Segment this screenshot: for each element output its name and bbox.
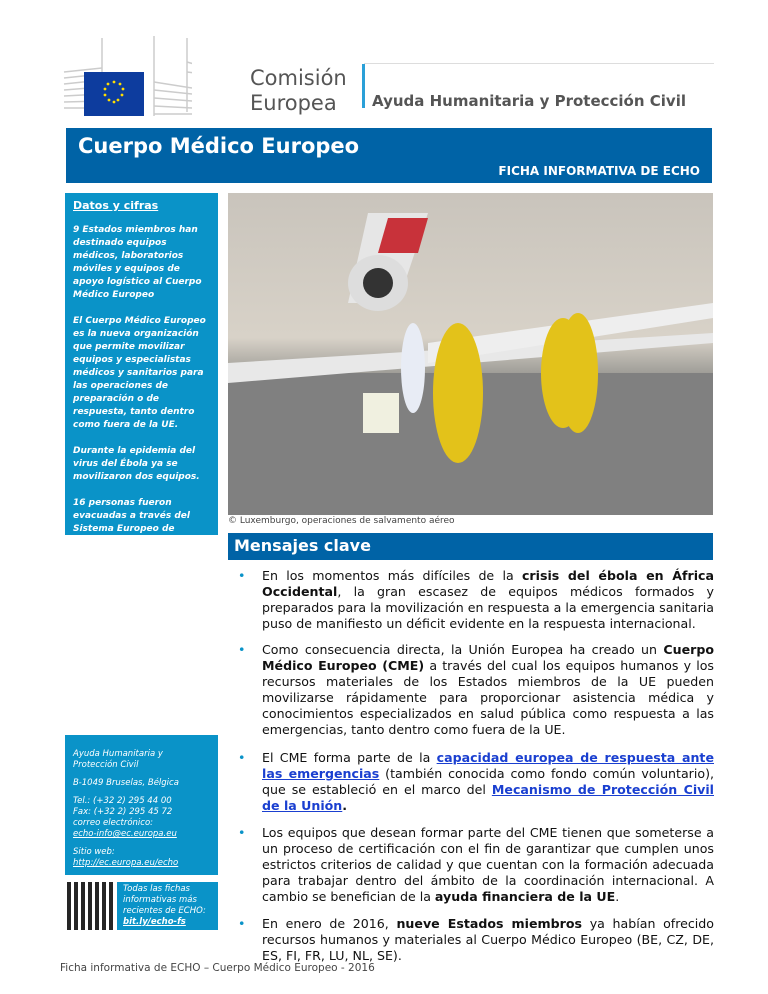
list-item: • El CME forma parte de la capacidad europea de respuesta ante las emergencias (también conocida como fondo común voluntario), que se estableció en el marco del Mecanismo de Protección Civil de la Unión.: [238, 750, 714, 813]
directorate-name: Ayuda Humanitaria y Protección Civil: [372, 92, 686, 110]
email-link[interactable]: echo-info@ec.europa.eu: [73, 829, 177, 839]
key-messages-heading: Mensajes clave: [228, 533, 713, 560]
organization-name: Comisión Europea: [250, 66, 347, 115]
fact-item: 9 Estados miembros han destinado equipos médicos, laboratorios móviles y equipos de apoyo logístico al Cuerpo Médico Europeo: [73, 225, 202, 300]
list-item: • En los momentos más difíciles de la crisis del ébola en África Occidental, la gran escasez de equipos médicos formados y preparados para la movilización en respuesta a la emergencia sanitaria puso de manifiesto un déficit evidente en la respuesta internacional.: [238, 568, 714, 631]
bullet-icon: •: [238, 642, 246, 657]
photo-medical-evacuation: [228, 193, 713, 515]
fact-item: El Cuerpo Médico Europeo es la nueva organización que permite movilizar equipos y especialistas médicos y sanitarios para las operaciones de preparación o de respuesta, tanto dentro como fuera de la UE.: [73, 316, 206, 430]
fact-item: 16 personas fueron evacuadas a través del Sistema Europeo de Evacuación Medica: [73, 498, 190, 547]
divider: [362, 64, 365, 108]
contact-box: Ayuda Humanitaria y Protección Civil B-1049 Bruselas, Bélgica Tel.: (+32 2) 295 44 00 Fax: (+32 2) 295 45 72 correo electrónico: echo-info@ec.europa.eu Sitio web: http://ec.europa.eu/echo: [65, 735, 218, 875]
page-subtitle: FICHA INFORMATIVA DE ECHO: [498, 164, 700, 178]
facts-sidebar: [65, 193, 218, 547]
bullet-icon: •: [238, 750, 246, 765]
qr-code-icon: [67, 882, 115, 930]
title-banner: [66, 128, 712, 183]
website-link[interactable]: http://ec.europa.eu/echo: [73, 858, 179, 868]
link-capacidad-europea[interactable]: capacidad europea de respuesta ante las emergencias: [262, 750, 714, 781]
page-title: Cuerpo Médico Europeo: [78, 134, 360, 158]
list-item: • Como consecuencia directa, la Unión Europea ha creado un Cuerpo Médico Europeo (CME) a través del cual los equipos humanos y los recursos materiales de los Estados miembros de la UE pueden movilizarse rápidamente para proporcionar asistencia médica y conocimientos especializados en salud pública como respuesta a las emergencias, tanto dentro como fuera de la UE.: [238, 642, 714, 737]
key-messages-list: [238, 568, 714, 975]
facts-title: Datos y cifras: [73, 199, 159, 212]
european-commission-logo: [62, 32, 192, 116]
list-item: • Los equipos que desean formar parte del CME tienen que someterse a un proceso de certificación con el fin de garantizar que cumplen unos estrictos criterios de calidad y que cuentan con la formación adecuada para trabajar dentro del ámbito de la coordinación internacional. A cambio se benefician de la ayuda financiera de la UE.: [238, 825, 714, 904]
factsheets-box: Todas las fichas informativas más recientes de ECHO: bit.ly/echo-fs: [117, 882, 218, 930]
fact-item: Durante la epidemia del virus del Ébola ya se movilizaron dos equipos.: [73, 446, 200, 482]
divider: [364, 63, 714, 64]
bullet-icon: •: [238, 916, 246, 931]
bullet-icon: •: [238, 825, 246, 840]
factsheets-link[interactable]: bit.ly/echo-fs: [123, 917, 186, 927]
link-mecanismo-proteccion-civil[interactable]: Mecanismo de Protección Civil de la Unión: [262, 782, 714, 813]
list-item: • En enero de 2016, nueve Estados miembros ya habían ofrecido recursos humanos y materiales al Cuerpo Médico Europeo (BE, CZ, DE, ES, FI, FR, LU, NL, SE).: [238, 916, 715, 963]
photo-caption: © Luxemburgo, operaciones de salvamento aéreo: [228, 516, 455, 526]
bullet-icon: •: [238, 568, 246, 583]
page-footer: Ficha informativa de ECHO – Cuerpo Médico Europeo - 2016: [60, 962, 375, 974]
